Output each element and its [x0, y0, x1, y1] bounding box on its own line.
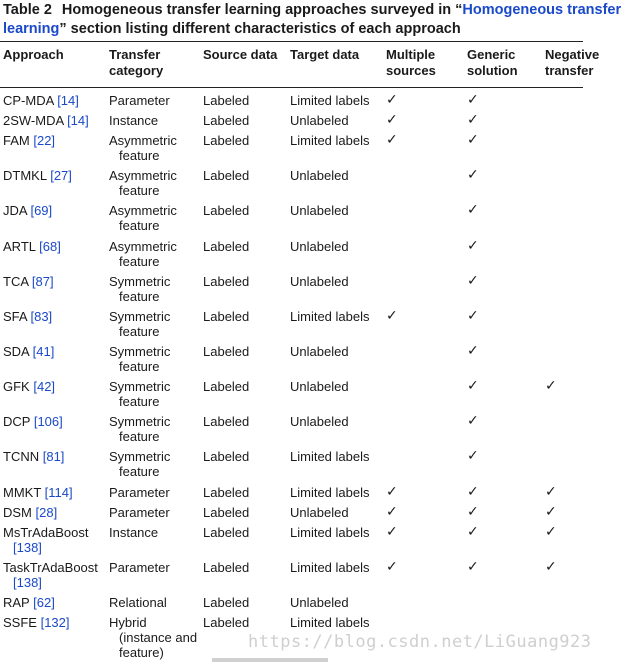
- source-data-cell: Labeled: [203, 113, 250, 128]
- citation-link[interactable]: [14]: [67, 113, 89, 128]
- citation-link[interactable]: [41]: [32, 344, 55, 359]
- multiple-sources-check-icon: ✓: [386, 504, 398, 520]
- generic-solution-check-icon: ✓: [467, 92, 479, 108]
- target-data-cell: Limited labels: [290, 133, 370, 148]
- caption-text-after: ” section listing different characteristics of each approach: [59, 21, 461, 37]
- generic-solution-check-icon: ✓: [467, 378, 479, 394]
- multiple-sources-check-icon: ✓: [386, 484, 398, 500]
- multiple-sources-check-icon: ✓: [386, 524, 398, 540]
- column-header-line: Target data: [290, 47, 360, 62]
- target-data-cell: Unlabeled: [290, 239, 349, 254]
- transfer-category-cell: [109, 505, 170, 520]
- transfer-category-cell: [109, 309, 170, 339]
- generic-solution-check-icon: ✓: [467, 559, 479, 575]
- target-data-cell: Limited labels: [290, 525, 370, 540]
- column-header-negative-transfer: [545, 47, 599, 78]
- category-line: feature): [119, 645, 164, 660]
- target-data-cell: Unlabeled: [290, 203, 349, 218]
- approach-cell: [3, 344, 54, 359]
- category-line: Symmetric: [109, 309, 171, 324]
- column-header-source-data: [203, 47, 277, 63]
- column-header-multiple-sources: [386, 47, 436, 78]
- approach-name: 2SW-MDA: [3, 113, 64, 128]
- generic-solution-check-icon: ✓: [467, 484, 479, 500]
- source-data-cell: Labeled: [203, 379, 250, 394]
- multiple-sources-check-icon: ✓: [386, 559, 398, 575]
- category-line: Instance: [109, 113, 159, 128]
- citation-link[interactable]: [28]: [35, 505, 58, 520]
- citation-link[interactable]: [114]: [44, 485, 73, 500]
- category-line: (instance and: [119, 630, 198, 645]
- transfer-category-cell: [109, 344, 170, 374]
- category-line: Asymmetric: [109, 133, 177, 148]
- category-line: feature: [119, 324, 160, 339]
- category-line: Symmetric: [109, 344, 171, 359]
- category-line: feature: [119, 464, 160, 479]
- multiple-sources-check-icon: ✓: [386, 308, 398, 324]
- citation-link[interactable]: [87]: [31, 274, 54, 289]
- multiple-sources-check-icon: ✓: [386, 132, 398, 148]
- citation-link[interactable]: [69]: [30, 203, 53, 218]
- category-line: Parameter: [109, 485, 170, 500]
- approach-cell: [3, 379, 55, 394]
- approach-cell: [3, 309, 52, 324]
- source-data-cell: Labeled: [203, 203, 250, 218]
- approach-cell: [3, 505, 57, 520]
- transfer-category-cell: [109, 449, 170, 479]
- target-data-cell: Unlabeled: [290, 595, 349, 610]
- transfer-category-cell: [109, 133, 177, 163]
- source-data-cell: Labeled: [203, 595, 250, 610]
- transfer-category-cell: [109, 595, 167, 610]
- table-header-rule: [0, 87, 583, 88]
- approach-name: JDA: [3, 203, 27, 218]
- target-data-cell: Limited labels: [290, 485, 370, 500]
- column-header-line: Generic: [467, 47, 516, 62]
- approach-name: GFK: [3, 379, 30, 394]
- approach-cell: [3, 485, 73, 500]
- transfer-category-cell: [109, 168, 177, 198]
- citation-link[interactable]: [138]: [13, 575, 42, 590]
- source-data-cell: Labeled: [203, 344, 250, 359]
- source-data-cell: Labeled: [203, 615, 250, 630]
- source-data-cell: Labeled: [203, 309, 250, 324]
- citation-link[interactable]: [132]: [40, 615, 70, 630]
- approach-cell: [3, 525, 89, 555]
- approach-cell: [3, 93, 79, 108]
- column-header-line: transfer: [545, 62, 594, 78]
- category-line: Parameter: [109, 93, 170, 108]
- citation-link[interactable]: [14]: [57, 93, 79, 108]
- target-data-cell: Limited labels: [290, 93, 370, 108]
- category-line: Instance: [109, 525, 159, 540]
- target-data-cell: Unlabeled: [290, 414, 349, 429]
- transfer-category-cell: [109, 379, 170, 409]
- target-data-cell: Limited labels: [290, 309, 370, 324]
- category-line: feature: [119, 289, 160, 304]
- transfer-category-cell: [109, 274, 170, 304]
- source-data-cell: Labeled: [203, 449, 250, 464]
- source-data-cell: Labeled: [203, 274, 250, 289]
- category-line: Parameter: [109, 505, 170, 520]
- citation-link[interactable]: [22]: [33, 133, 56, 148]
- column-header-line: solution: [467, 62, 518, 78]
- approach-cell: [3, 239, 61, 254]
- approach-name: MMKT: [3, 485, 42, 500]
- approach-name: RAP: [3, 595, 30, 610]
- category-line: Asymmetric: [109, 239, 177, 254]
- generic-solution-check-icon: ✓: [467, 504, 479, 520]
- generic-solution-check-icon: ✓: [467, 202, 479, 218]
- column-header-line: Transfer: [109, 47, 161, 62]
- approach-cell: [3, 133, 55, 148]
- source-data-cell: Labeled: [203, 485, 250, 500]
- approach-name: SFA: [3, 309, 27, 324]
- approach-name: CP-MDA: [3, 93, 54, 108]
- category-line: feature: [119, 359, 160, 374]
- generic-solution-check-icon: ✓: [467, 524, 479, 540]
- approach-name: DSM: [3, 505, 32, 520]
- column-header-transfer-category: [109, 47, 163, 78]
- transfer-category-cell: [109, 560, 170, 575]
- category-line: feature: [119, 218, 160, 233]
- approach-name: TCNN: [3, 449, 40, 464]
- category-line: Asymmetric: [109, 203, 177, 218]
- transfer-category-cell: [109, 525, 158, 540]
- table-caption: [3, 1, 643, 39]
- multiple-sources-check-icon: ✓: [386, 92, 398, 108]
- column-header-line: category: [109, 62, 164, 78]
- category-line: Symmetric: [109, 379, 171, 394]
- column-header-line: Source data: [203, 47, 278, 62]
- approach-name: FAM: [3, 133, 30, 148]
- source-data-cell: Labeled: [203, 414, 250, 429]
- target-data-cell: Unlabeled: [290, 113, 349, 128]
- table-top-rule: [0, 41, 583, 42]
- citation-link[interactable]: [68]: [39, 239, 61, 254]
- category-line: feature: [119, 183, 160, 198]
- source-data-cell: Labeled: [203, 505, 250, 520]
- target-data-cell: Unlabeled: [290, 379, 349, 394]
- transfer-category-cell: [109, 203, 177, 233]
- approach-name: MsTrAdaBoost: [3, 525, 89, 540]
- target-data-cell: Limited labels: [290, 615, 370, 630]
- column-header-approach: [3, 47, 64, 63]
- generic-solution-check-icon: ✓: [467, 132, 479, 148]
- generic-solution-check-icon: ✓: [467, 413, 479, 429]
- column-header-line: Approach: [3, 47, 64, 62]
- watermark: https://blog.csdn.net/LiGuang923: [248, 632, 592, 652]
- generic-solution-check-icon: ✓: [467, 238, 479, 254]
- generic-solution-check-icon: ✓: [467, 167, 479, 183]
- category-line: Parameter: [109, 560, 170, 575]
- negative-transfer-check-icon: ✓: [545, 484, 557, 500]
- transfer-category-cell: [109, 239, 177, 269]
- column-header-generic-solution: [467, 47, 518, 78]
- generic-solution-check-icon: ✓: [467, 273, 479, 289]
- category-line: Symmetric: [109, 274, 171, 289]
- multiple-sources-check-icon: ✓: [386, 112, 398, 128]
- transfer-category-cell: [109, 615, 197, 660]
- transfer-category-cell: [109, 93, 170, 108]
- source-data-cell: Labeled: [203, 93, 250, 108]
- approach-cell: [3, 113, 89, 128]
- category-line: Symmetric: [109, 414, 171, 429]
- target-data-cell: Unlabeled: [290, 505, 349, 520]
- category-line: feature: [119, 394, 160, 409]
- transfer-category-cell: [109, 113, 158, 128]
- caption-section-link[interactable]: Homogeneous transfer learning: [3, 2, 622, 37]
- approach-name: TaskTrAdaBoost: [3, 560, 98, 575]
- source-data-cell: Labeled: [203, 133, 250, 148]
- citation-link[interactable]: [62]: [33, 595, 55, 610]
- table-number: Table 2: [3, 2, 52, 18]
- negative-transfer-check-icon: ✓: [545, 559, 557, 575]
- category-line: feature: [119, 148, 160, 163]
- source-data-cell: Labeled: [203, 560, 250, 575]
- source-data-cell: Labeled: [203, 525, 250, 540]
- category-line: Asymmetric: [109, 168, 177, 183]
- approach-name: SSFE: [3, 615, 37, 630]
- generic-solution-check-icon: ✓: [467, 448, 479, 464]
- approach-name: TCA: [3, 274, 29, 289]
- category-line: Symmetric: [109, 449, 171, 464]
- caption-text-before: Homogeneous transfer learning approaches surveyed in “: [61, 2, 463, 18]
- approach-cell: [3, 168, 72, 183]
- citation-link[interactable]: [42]: [33, 379, 56, 394]
- approach-cell: [3, 560, 98, 590]
- citation-link[interactable]: [27]: [50, 168, 72, 183]
- approach-cell: [3, 595, 55, 610]
- generic-solution-check-icon: ✓: [467, 112, 479, 128]
- transfer-category-cell: [109, 414, 170, 444]
- transfer-category-cell: [109, 485, 170, 500]
- approach-cell: [3, 449, 64, 464]
- citation-link[interactable]: [138]: [13, 540, 42, 555]
- approach-name: ARTL: [3, 239, 36, 254]
- target-data-cell: Unlabeled: [290, 274, 349, 289]
- column-header-line: Negative: [545, 47, 600, 62]
- approach-cell: [3, 615, 70, 630]
- approach-name: SDA: [3, 344, 30, 359]
- negative-transfer-check-icon: ✓: [545, 524, 557, 540]
- negative-transfer-check-icon: ✓: [545, 378, 557, 394]
- generic-solution-check-icon: ✓: [467, 343, 479, 359]
- column-header-line: sources: [386, 62, 436, 78]
- approach-cell: [3, 203, 52, 218]
- category-line: feature: [119, 254, 160, 269]
- category-line: Hybrid: [109, 615, 147, 630]
- category-line: Relational: [109, 595, 167, 610]
- category-line: feature: [119, 429, 160, 444]
- citation-link[interactable]: [106]: [33, 414, 63, 429]
- generic-solution-check-icon: ✓: [467, 308, 479, 324]
- column-header-line: Multiple: [386, 47, 436, 62]
- citation-link[interactable]: [83]: [30, 309, 53, 324]
- approach-name: DTMKL: [3, 168, 47, 183]
- target-data-cell: Unlabeled: [290, 344, 349, 359]
- approach-name: DCP: [3, 414, 31, 429]
- source-data-cell: Labeled: [203, 239, 250, 254]
- source-data-cell: Labeled: [203, 168, 250, 183]
- column-header-target-data: [290, 47, 359, 63]
- approach-cell: [3, 414, 63, 429]
- negative-transfer-check-icon: ✓: [545, 504, 557, 520]
- approach-cell: [3, 274, 54, 289]
- horizontal-scrollbar[interactable]: [212, 658, 328, 662]
- citation-link[interactable]: [81]: [42, 449, 65, 464]
- target-data-cell: Limited labels: [290, 560, 370, 575]
- target-data-cell: Unlabeled: [290, 168, 349, 183]
- target-data-cell: Limited labels: [290, 449, 370, 464]
